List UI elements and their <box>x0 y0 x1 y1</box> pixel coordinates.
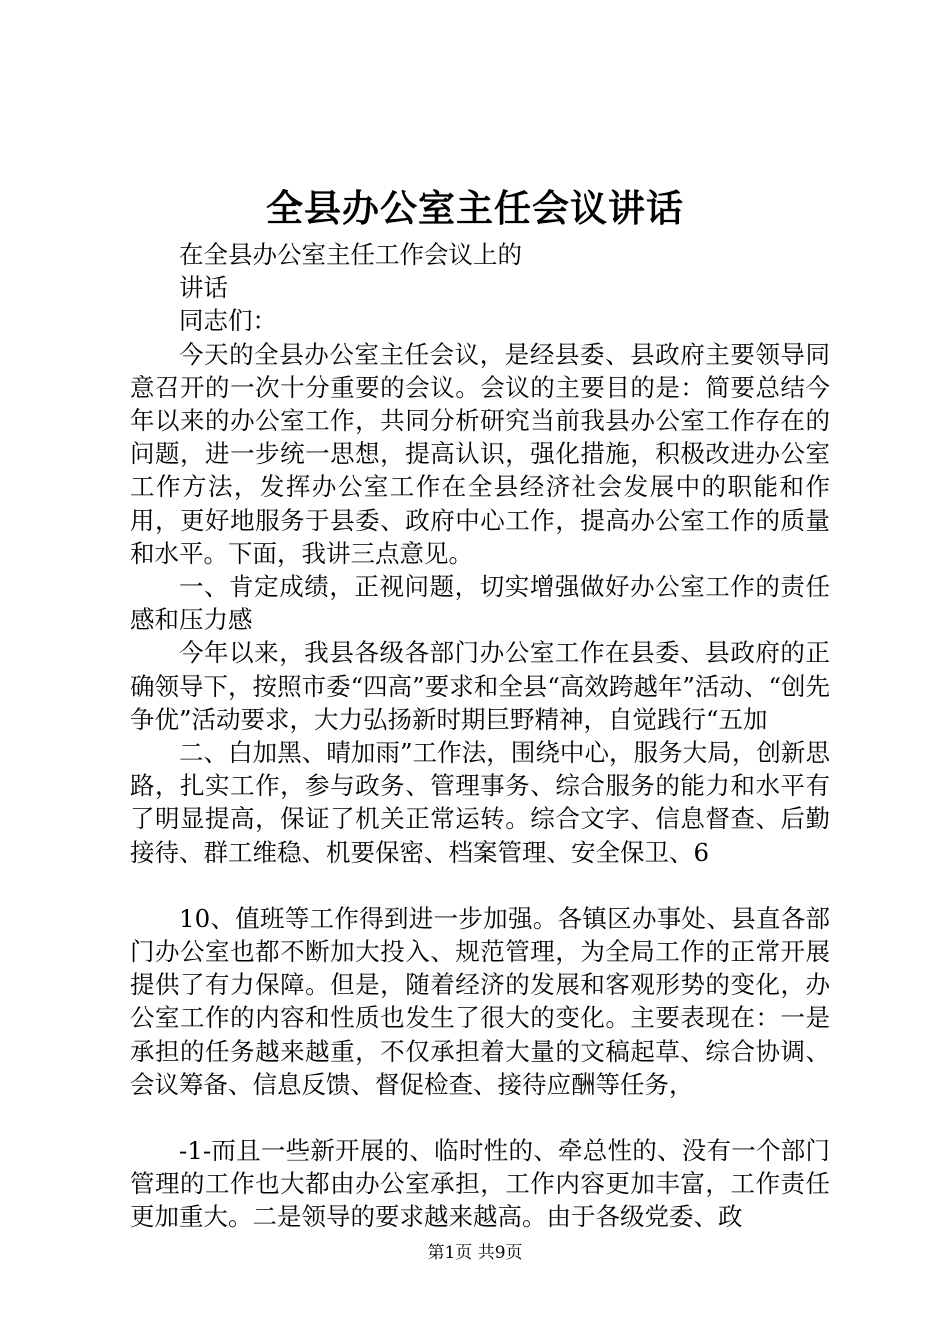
subtitle-line-2: 讲话 <box>179 273 228 303</box>
document-body <box>130 238 830 1234</box>
paragraph-duty-work: 10、值班等工作得到进一步加强。各镇区办事处、县直各部门办公室也都不断加大投入、规范管理，为全局工作的正常开展提供了有力保障。但是，随着经济的发展和客观形势的变化，办公室工作的内容和性质也发生了很大的变化。主要表现在：一是承担的任务越来越重，不仅承担着大量的文稿起草、综合协调、会议筹备、信息反馈、督促检查、接待应酬等任务， <box>130 903 830 1099</box>
subtitle-line-1: 在全县办公室主任工作会议上的 <box>179 240 522 269</box>
document-title: 全县办公室主任会议讲话 <box>266 186 684 230</box>
paragraph-gap <box>130 869 830 902</box>
section-heading-1: 一、肯定成绩，正视问题，切实增强做好办公室工作的责任感和压力感 <box>130 572 830 635</box>
salutation: 同志们： <box>179 306 277 336</box>
paragraph-work-method: 二、白加黑、晴加雨”工作法，围绕中心，服务大局，创新思路，扎实工作，参与政务、管理事务、综合服务的能力和水平有了明显提高，保证了机关正常运转。综合文字、信息督查、后勤接待、群工维稳、机要保密、档案管理、安全保卫、6 <box>130 738 830 867</box>
paragraph-intro: 今天的全县办公室主任会议，是经县委、县政府主要领导同意召开的一次十分重要的会议。会议的主要目的是：简要总结今年以来的办公室工作，共同分析研究当前我县办公室工作存在的问题，进一步统一思想，提高认识，强化措施，积极改进办公室工作方法，发挥办公室工作在全县经济社会发展中的职能和作用，更好地服务于县委、政府中心工作，提高办公室工作的质量和水平。下面，我讲三点意见。 <box>130 339 830 568</box>
paragraph-gap <box>130 1101 830 1134</box>
page-footer: 第1页 共9页 <box>427 1243 523 1263</box>
paragraph-continuation: -1-而且一些新开展的、临时性的、牵总性的、没有一个部门管理的工作也大都由办公室承担，工作内容更加丰富，工作责任更加重大。二是领导的要求越来越高。由于各级党委、政 <box>130 1136 830 1232</box>
paragraph-achievements: 今年以来，我县各级各部门办公室工作在县委、县政府的正确领导下，按照市委“四高”要求和全县“高效跨越年”活动、“创先争优”活动要求，大力弘扬新时期巨野精神，自觉践行“五加 <box>130 638 830 734</box>
